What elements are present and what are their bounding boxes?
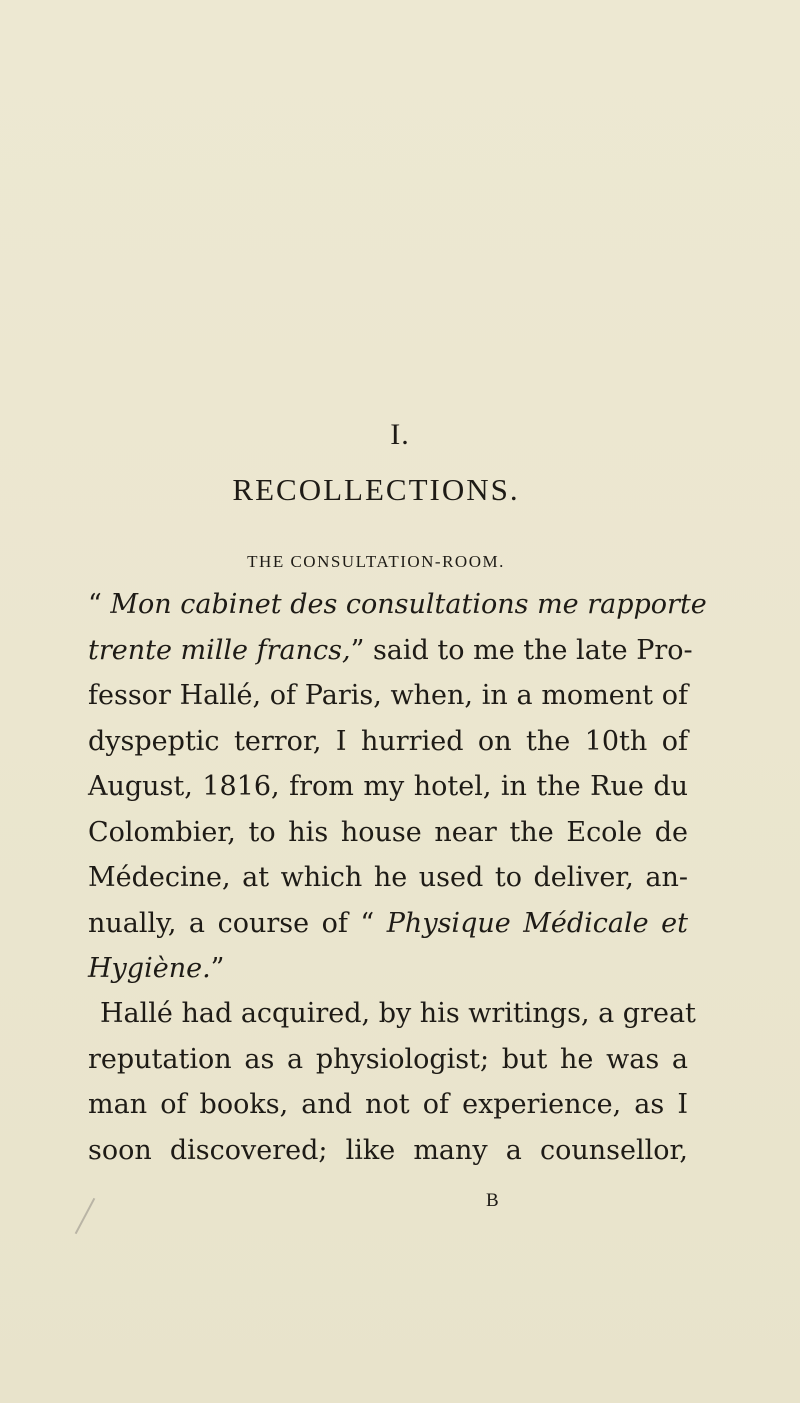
text-run: ” said to me the late Pro- — [350, 634, 693, 666]
paragraph-1-line: dyspeptic terror, I hurried on the 10th of — [88, 725, 688, 757]
french-quote-text: trente mille francs, — [88, 634, 351, 666]
paragraph-2-line: reputation as a physiologist; but he was a — [88, 1043, 688, 1075]
french-quote-text: Mon cabinet des consultations me rapporte — [110, 589, 707, 620]
chapter-title: RECOLLECTIONS. — [232, 472, 520, 507]
paragraph-1 — [88, 582, 707, 992]
close-quote: ” — [210, 953, 225, 984]
paragraph-2-line: soon discovered; like many a counsellor, — [88, 1134, 688, 1166]
paragraph-2-line: man of books, and not of experience, as I — [88, 1089, 688, 1120]
paragraph-1-line: August, 1816, from my hotel, in the Rue du — [88, 771, 688, 802]
open-quote: “ — [88, 589, 111, 620]
paragraph-1-line — [88, 628, 693, 674]
pen-stroke-mark — [75, 1198, 96, 1234]
paragraph-2 — [88, 991, 696, 1173]
paragraph-1-line: Colombier, to his house near the Ecole de — [88, 816, 688, 848]
text-run: nually, a course of “ — [88, 907, 387, 939]
paragraph-1-line — [88, 582, 707, 628]
section-heading: THE CONSULTATION-ROOM. — [247, 552, 505, 571]
paragraph-1-line — [88, 901, 688, 947]
book-title-text: Physique Médicale et — [386, 907, 689, 939]
chapter-number: I. — [390, 418, 410, 451]
paragraph-1-line — [88, 946, 688, 992]
book-title-text: Hygiène. — [88, 953, 211, 984]
paragraph-1-line: fessor Hallé, of Paris, when, in a moment of — [88, 680, 688, 711]
signature-mark: B — [486, 1190, 499, 1211]
paragraph-2-line: Hallé had acquired, by his writings, a great — [100, 998, 696, 1029]
paragraph-1-line: Médecine, at which he used to deliver, an- — [88, 862, 688, 893]
